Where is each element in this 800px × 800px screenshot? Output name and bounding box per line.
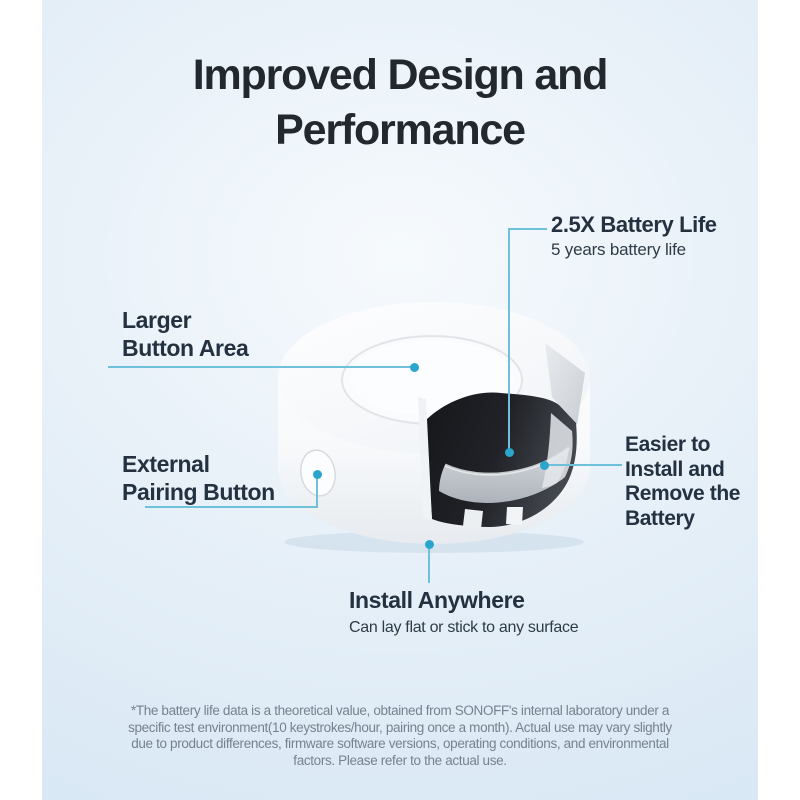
callout-install-anywhere (349, 586, 578, 638)
callout-dot-pairing (313, 470, 322, 479)
callout-line-battery-h (509, 228, 547, 230)
callout-easier-line-1: Easier to (625, 433, 711, 456)
footer-disclaimer (128, 703, 672, 769)
callout-larger-line-2: Button Area (122, 335, 249, 361)
callout-line-larger-button (108, 366, 415, 368)
callout-external-pairing-button (122, 450, 275, 506)
callout-dot-easier (540, 461, 549, 470)
callout-easier-line-2: Install and (625, 457, 725, 481)
title-line-1: Improved Design and (192, 51, 608, 99)
callout-line-install (428, 544, 430, 583)
callout-dot-install (425, 540, 434, 549)
page-title (42, 48, 758, 158)
callout-larger-button-area (122, 306, 248, 362)
callout-battery-subtitle: 5 years battery life (551, 240, 686, 259)
callout-dot-larger-button (410, 363, 419, 372)
callout-easier-line-4: Battery (625, 506, 695, 530)
callout-install-subtitle: Can lay flat or stick to any surface (349, 619, 579, 636)
footer-line-1: *The battery life data is a theoretical value, obtained from SONOFF's internal laboratory under a (130, 703, 670, 718)
callout-larger-line-1: Larger (122, 307, 192, 333)
infographic-panel (42, 0, 758, 800)
product-battery-tab-left (463, 509, 483, 529)
footer-line-2: specific test environment(10 keystrokes/hour, pairing once a month). Actual use may vary slightly (128, 719, 672, 735)
callout-easier-battery (625, 433, 740, 531)
footer-line-3: due to product differences, firmware software versions, operating conditions, and environmental (131, 736, 669, 751)
footer-line-4: factors. Please refer to the actual use. (293, 752, 507, 768)
callout-dot-battery (505, 448, 514, 457)
callout-battery-title: 2.5X Battery Life (551, 212, 717, 237)
callout-easier-line-3: Remove the (625, 482, 741, 505)
callout-line-easier (545, 464, 622, 466)
callout-pairing-line-1: External (122, 451, 210, 477)
callout-line-pairing-h (145, 506, 318, 508)
callout-pairing-line-2: Pairing Button (122, 479, 275, 505)
callout-install-title: Install Anywhere (349, 587, 525, 613)
product-image-smart-button-cutaway (269, 293, 599, 559)
product-battery-tab-center (506, 507, 523, 525)
callout-line-battery-v (508, 228, 510, 452)
callout-battery-life (551, 212, 717, 261)
title-line-2: Performance (275, 106, 525, 154)
callout-line-pairing-v (316, 474, 318, 508)
